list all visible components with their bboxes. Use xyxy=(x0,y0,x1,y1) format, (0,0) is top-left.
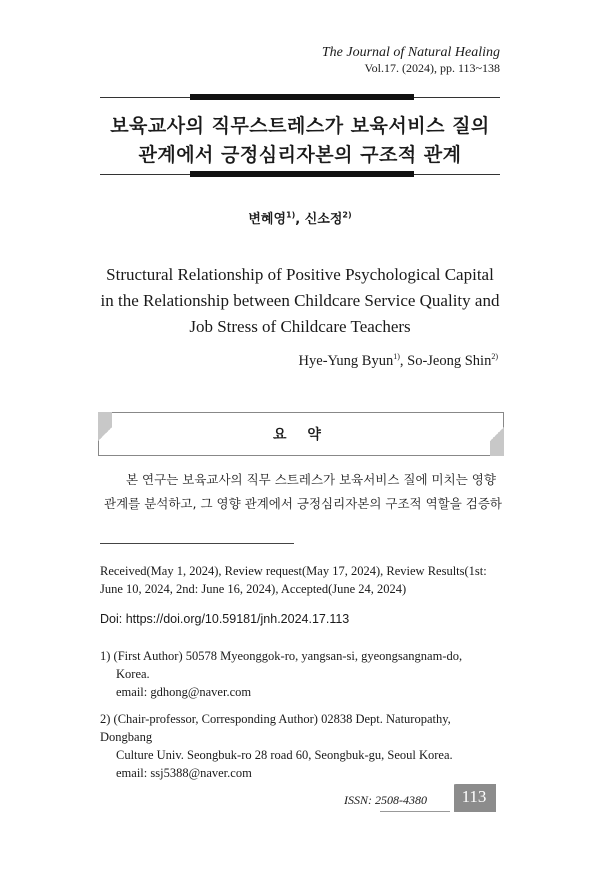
title-bottom-bar xyxy=(190,171,414,177)
footnote-1-line2: Korea. xyxy=(116,667,150,681)
korean-title-line2: 관계에서 긍정심리자본의 구조적 관계 xyxy=(138,144,462,166)
english-author-2-mark: 2) xyxy=(491,352,498,361)
issn: ISSN: 2508-4380 xyxy=(344,793,427,807)
abstract-heading-box xyxy=(98,412,504,456)
footnote-2-email: email: ssj5388@naver.com xyxy=(116,766,252,780)
abstract-heading: 요 약 xyxy=(273,427,329,443)
english-author-1-mark: 1) xyxy=(393,352,400,361)
received-line2: June 10, 2024, 2nd: June 16, 2024), Accepted(June 24, 2024) xyxy=(100,582,407,596)
received-line1: Received(May 1, 2024), Review request(May 17, 2024), Review Results(1st: xyxy=(100,564,487,578)
korean-author-1: 변혜영 xyxy=(248,212,287,227)
korean-title xyxy=(100,112,500,170)
journal-header xyxy=(322,44,500,76)
footnote-corresponding-author xyxy=(100,710,500,782)
journal-name: The Journal of Natural Healing xyxy=(321,45,500,60)
english-title-line1: Structural Relationship of Positive Psychological Capital xyxy=(106,265,494,284)
english-author-2: So-Jeong Shin xyxy=(407,352,492,369)
footnote-first-author xyxy=(100,647,500,701)
korean-author-2-mark: 2) xyxy=(342,210,352,220)
korean-author-separator: , xyxy=(295,212,305,227)
page-number: 113 xyxy=(461,787,487,806)
english-title-line2: in the Relationship between Childcare Service Quality and xyxy=(100,291,500,310)
received-note xyxy=(100,562,500,598)
english-author-separator: , xyxy=(399,352,408,369)
doi: Doi: https://doi.org/10.59181/jnh.2024.17.113 xyxy=(100,612,350,626)
abstract-line2: 관계를 분석하고, 그 영향 관계에서 긍정심리자본의 구조적 역할을 검증하 xyxy=(104,496,503,511)
journal-volume: Vol.17. (2024), pp. 113~138 xyxy=(364,61,500,75)
english-author-1: Hye-Yung Byun xyxy=(298,352,394,369)
korean-author-2: 신소정 xyxy=(304,212,343,227)
title-top-bar xyxy=(190,94,414,100)
footnote-1-line1: 1) (First Author) 50578 Myeonggok-ro, yangsan-si, gyeongsangnam-do, xyxy=(100,649,463,663)
footnote-2-line1: 2) (Chair-professor, Corresponding Author) 02838 Dept. Naturopathy, Dongbang xyxy=(100,712,451,744)
english-authors xyxy=(100,352,500,370)
footnote-2-line2: Culture Univ. Seongbuk-ro 28 road 60, Seongbuk-gu, Seoul Korea. xyxy=(116,748,453,762)
korean-title-line1: 보육교사의 직무스트레스가 보육서비스 질의 xyxy=(110,115,490,137)
page-number-tab xyxy=(452,784,496,812)
footnote-rule xyxy=(100,543,294,544)
footnote-1-email: email: gdhong@naver.com xyxy=(116,685,252,699)
abstract-line1: 본 연구는 보육교사의 직무 스트레스가 보육서비스 질에 미치는 영향 xyxy=(126,472,496,487)
korean-author-1-mark: 1) xyxy=(286,210,296,220)
abstract-body xyxy=(104,468,503,516)
korean-authors xyxy=(100,208,500,227)
english-title xyxy=(95,262,505,340)
english-title-line3: Job Stress of Childcare Teachers xyxy=(189,317,411,336)
